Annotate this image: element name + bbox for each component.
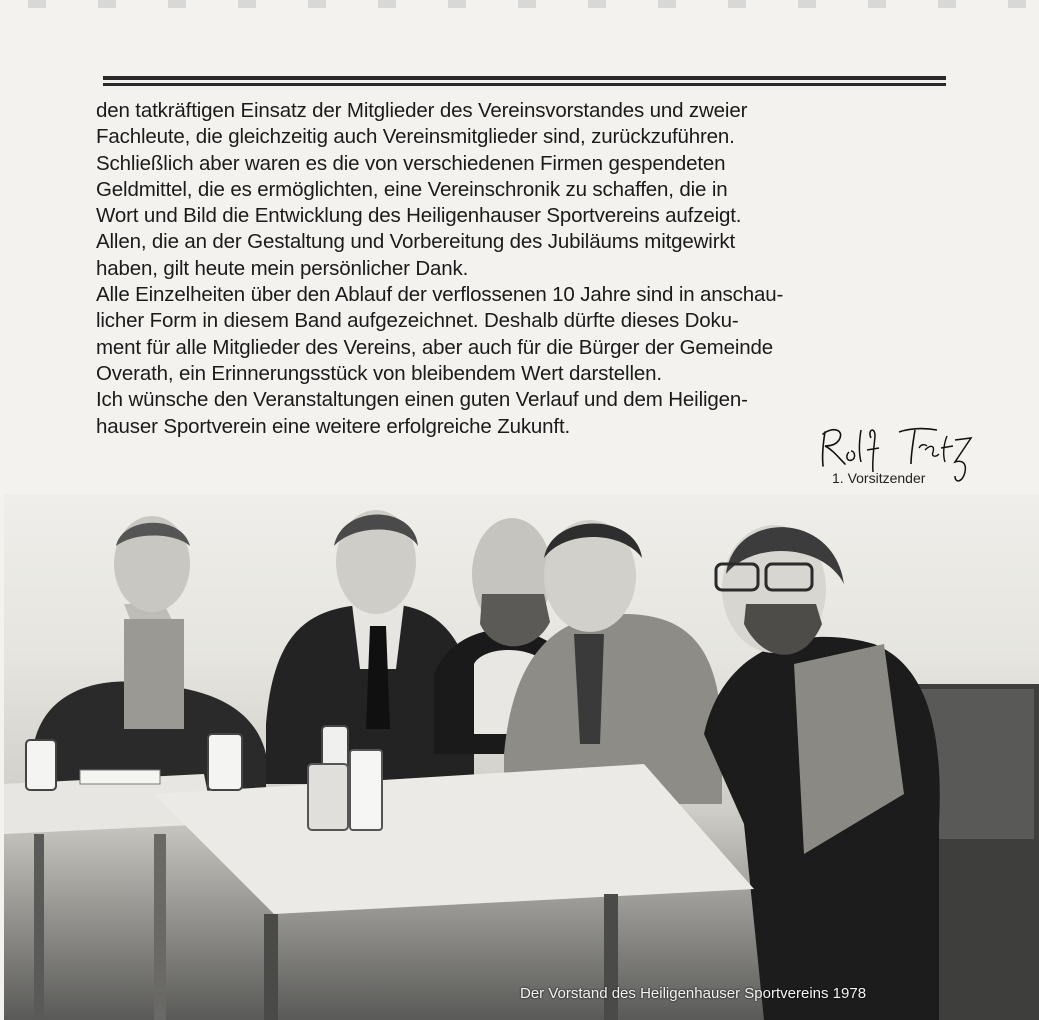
- signer-title: 1. Vorsitzender: [832, 470, 926, 486]
- photo-caption: Der Vorstand des Heiligenhauser Sportvereins 1978: [520, 985, 867, 1002]
- text-line: Schließlich aber waren es die von verschiedenen Firmen gespendeten: [96, 151, 726, 175]
- top-rule: [103, 76, 946, 80]
- text-line: licher Form in diesem Band aufgezeichnet. Deshalb dürfte dieses Doku-: [96, 309, 739, 333]
- text-line: Ich wünsche den Veranstaltungen einen guten Verlauf und dem Heiligen-: [96, 388, 748, 412]
- text-line: Fachleute, die gleichzeitig auch Vereinsmitglieder sind, zurückzuführen.: [96, 125, 735, 149]
- text-line: Alle Einzelheiten über den Ablauf der verflossenen 10 Jahre sind in anschau-: [96, 283, 784, 307]
- text-line: ment für alle Mitglieder des Vereins, aber auch für die Bürger der Gemeinde: [96, 335, 774, 359]
- text-line: Wort und Bild die Entwicklung des Heiligenhauser Sportvereins aufzeigt.: [96, 204, 742, 228]
- text-line: Overath, ein Erinnerungsstück von bleibendem Wert darstellen.: [96, 361, 662, 385]
- top-rule-secondary: [103, 83, 946, 86]
- text-line: Allen, die an der Gestaltung und Vorbereitung des Jubiläums mitgewirkt: [96, 230, 736, 254]
- text-line: Geldmittel, die es ermöglichten, eine Vereinschronik zu schaffen, die in: [96, 177, 728, 201]
- group-photo: [4, 494, 1039, 1020]
- text-line: hauser Sportverein eine weitere erfolgreiche Zukunft.: [96, 414, 571, 438]
- scan-edge-marks: [0, 0, 1039, 8]
- text-line: den tatkräftigen Einsatz der Mitglieder des Vereinsvorstandes und zweier: [96, 99, 748, 122]
- letter-body: [96, 98, 956, 440]
- person: [704, 525, 940, 1020]
- photo-illustration: [4, 494, 1039, 1020]
- text-line: haben, gilt heute mein persönlicher Dank.: [96, 256, 469, 280]
